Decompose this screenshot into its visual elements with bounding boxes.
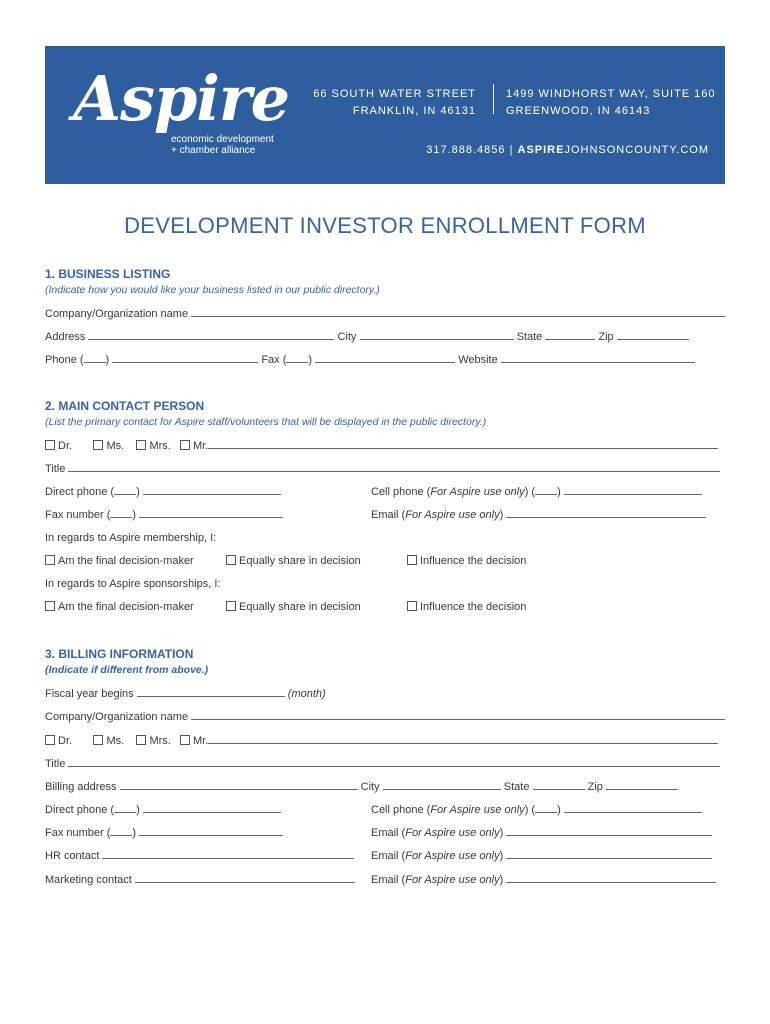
- billing-cell-row: Cell phone (For Aspire use only) ( ): [371, 803, 702, 816]
- salutation-row: Dr. Ms. Mrs. Mr.: [45, 439, 718, 452]
- phone-row: Phone ( ) Fax ( ) Website: [45, 353, 695, 366]
- contact-info: 317.888.4856 | ASPIREJOHNSONCOUNTY.COM: [426, 144, 709, 156]
- checkbox-ms[interactable]: [93, 440, 103, 450]
- billing-fax-row: Fax number ( ): [45, 826, 283, 839]
- checkbox-sponsorship-influence[interactable]: [407, 601, 417, 611]
- billing-direct-area-field[interactable]: [114, 803, 136, 813]
- greenwood-address: 1499 WINDHORST WAY, SUITE 160 GREENWOOD, IN 46143: [506, 88, 716, 117]
- billing-name-field[interactable]: [208, 734, 718, 744]
- city-field[interactable]: [360, 330, 514, 340]
- billing-city-field[interactable]: [383, 780, 501, 790]
- email-row: Email (For Aspire use only): [371, 508, 706, 521]
- website-field[interactable]: [501, 353, 695, 363]
- billing-company-row: Company/Organization name: [45, 710, 725, 723]
- sponsorship-options: Am the final decision-maker: [45, 601, 194, 613]
- checkbox-dr[interactable]: [45, 735, 55, 745]
- fax-field[interactable]: [315, 353, 455, 363]
- billing-fax-area-field[interactable]: [110, 826, 132, 836]
- section-note: (Indicate how you would like your business listed in our public directory.): [45, 284, 380, 296]
- billing-address-row: Billing address City State Zip: [45, 780, 678, 793]
- title-field[interactable]: [68, 462, 720, 472]
- billing-zip-field[interactable]: [606, 780, 678, 790]
- billing-title-row: Title: [45, 757, 720, 770]
- fiscal-year-row: Fiscal year begins (month): [45, 688, 326, 700]
- billing-state-field[interactable]: [533, 780, 585, 790]
- section-note: (Indicate if different from above.): [45, 664, 209, 676]
- zip-field[interactable]: [617, 330, 689, 340]
- phone-area-field[interactable]: [84, 353, 106, 363]
- logo-subtitle: economic development + chamber alliance: [171, 134, 274, 156]
- checkbox-sponsorship-share[interactable]: [226, 601, 236, 611]
- checkbox-ms[interactable]: [93, 735, 103, 745]
- address-divider: [493, 84, 494, 114]
- hr-email-row: Email (For Aspire use only): [371, 849, 712, 862]
- billing-company-field[interactable]: [191, 710, 725, 720]
- cell-area-field[interactable]: [535, 485, 557, 495]
- marketing-email-field[interactable]: [506, 873, 716, 883]
- title-row: Title: [45, 462, 720, 475]
- form-title: DEVELOPMENT INVESTOR ENROLLMENT FORM: [124, 213, 646, 238]
- company-name-row: Company/Organization name: [45, 307, 725, 320]
- direct-phone-row: Direct phone ( ): [45, 485, 281, 498]
- marketing-contact-row: Marketing contact: [45, 873, 355, 886]
- billing-cell-area-field[interactable]: [535, 803, 557, 813]
- billing-email-field[interactable]: [506, 826, 712, 836]
- sponsorship-label: In regards to Aspire sponsorships, I:: [45, 578, 221, 590]
- checkbox-mrs[interactable]: [136, 735, 146, 745]
- checkbox-dr[interactable]: [45, 440, 55, 450]
- company-name-field[interactable]: [191, 307, 725, 317]
- section-note: (List the primary contact for Aspire staff/volunteers that will be displayed in the public directory.): [45, 416, 487, 428]
- billing-fax-field[interactable]: [139, 826, 283, 836]
- checkbox-sponsorship-final[interactable]: [45, 601, 55, 611]
- billing-direct-field[interactable]: [143, 803, 281, 813]
- address-field[interactable]: [88, 330, 334, 340]
- franklin-address: 66 SOUTH WATER STREET FRANKLIN, IN 46131: [313, 88, 476, 117]
- fax-number-row: Fax number ( ): [45, 508, 283, 521]
- billing-salutation-row: Dr. Ms. Mrs. Mr.: [45, 734, 718, 747]
- billing-direct-row: Direct phone ( ): [45, 803, 281, 816]
- checkbox-membership-influence[interactable]: [407, 555, 417, 565]
- membership-label: In regards to Aspire membership, I:: [45, 532, 217, 544]
- state-field[interactable]: [545, 330, 595, 340]
- aspire-logo: Aspire: [73, 62, 290, 135]
- checkbox-membership-final[interactable]: [45, 555, 55, 565]
- marketing-contact-field[interactable]: [135, 873, 355, 883]
- direct-phone-field[interactable]: [143, 485, 281, 495]
- billing-title-field[interactable]: [68, 757, 720, 767]
- address-row: Address City State Zip: [45, 330, 689, 343]
- marketing-email-row: Email (For Aspire use only): [371, 873, 716, 886]
- email-field[interactable]: [506, 508, 706, 518]
- checkbox-membership-share[interactable]: [226, 555, 236, 565]
- billing-address-field[interactable]: [120, 780, 358, 790]
- fax-area-field[interactable]: [286, 353, 308, 363]
- direct-area-field[interactable]: [114, 485, 136, 495]
- fax-area-field[interactable]: [110, 508, 132, 518]
- phone-field[interactable]: [112, 353, 258, 363]
- billing-cell-field[interactable]: [564, 803, 702, 813]
- contact-name-field[interactable]: [208, 439, 718, 449]
- header-banner: [45, 46, 725, 184]
- checkbox-mrs[interactable]: [136, 440, 146, 450]
- hr-email-field[interactable]: [506, 849, 712, 859]
- hr-contact-field[interactable]: [102, 849, 354, 859]
- membership-options: Am the final decision-maker: [45, 555, 194, 567]
- cell-phone-row: Cell phone (For Aspire use only) ( ): [371, 485, 702, 498]
- billing-email-row: Email (For Aspire use only): [371, 826, 712, 839]
- section-business-listing: 1. BUSINESS LISTING: [45, 267, 171, 281]
- fax-number-field[interactable]: [139, 508, 283, 518]
- section-billing: 3. BILLING INFORMATION: [45, 647, 194, 661]
- fiscal-year-field[interactable]: [137, 687, 285, 697]
- cell-phone-field[interactable]: [564, 485, 702, 495]
- section-main-contact: 2. MAIN CONTACT PERSON: [45, 399, 205, 413]
- checkbox-mr[interactable]: [180, 440, 190, 450]
- checkbox-mr[interactable]: [180, 735, 190, 745]
- hr-contact-row: HR contact: [45, 849, 354, 862]
